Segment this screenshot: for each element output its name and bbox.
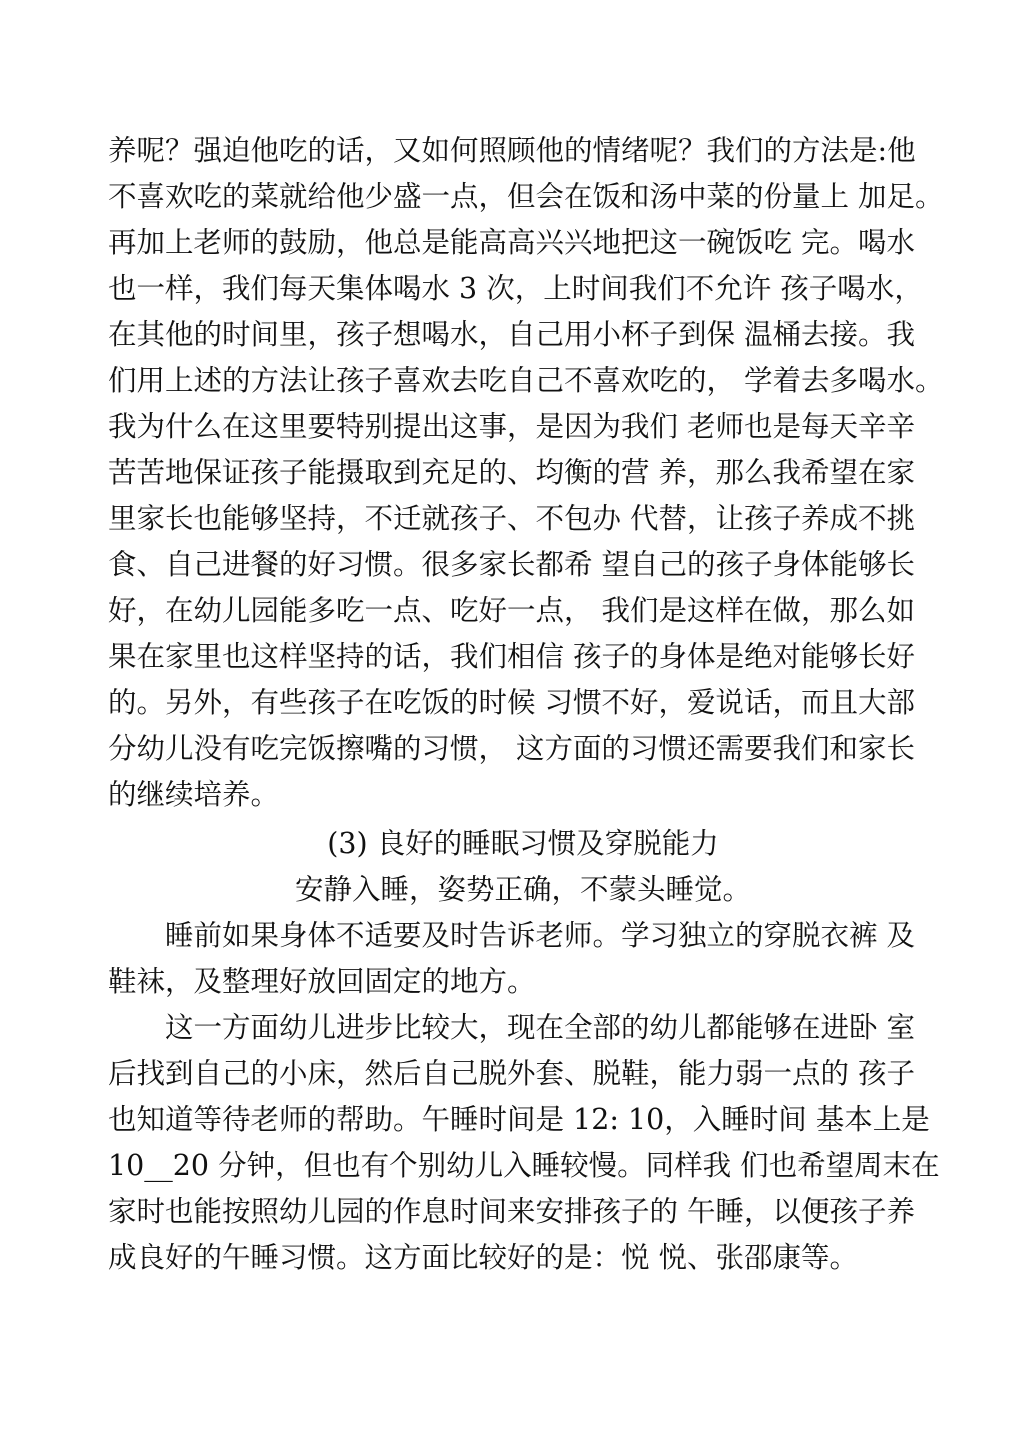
text-line: 后找到自己的小床，然后自己脱外套、脱鞋，能力弱一点的 孩子 xyxy=(108,1057,916,1090)
text-line: 苦苦地保证孩子能摄取到充足的、均衡的营 养，那么我希望在家 xyxy=(108,456,916,489)
text-line: 也知道等待老师的帮助。午睡时间是 12: 10，入睡时间 基本上是 xyxy=(108,1103,930,1136)
text-line: 不喜欢吃的菜就给他少盛一点，但会在饭和汤中菜的份量上 加足。 xyxy=(108,180,944,213)
text-line: 鞋袜，及整理好放回固定的地方。 xyxy=(108,965,536,998)
text-line: 果在家里也这样坚持的话，我们相信 孩子的身体是绝对能够长好 xyxy=(108,640,916,673)
section-subheading: 安静入睡，姿势正确，不蒙头睡觉。 xyxy=(294,873,751,906)
text-line: 家时也能按照幼儿园的作息时间来安排孩子的 午睡，以便孩子养 xyxy=(108,1195,916,1228)
document-body xyxy=(108,128,944,1281)
text-line: 们用上述的方法让孩子喜欢去吃自己不喜欢吃的， 学着去多喝水。 xyxy=(108,364,944,397)
text-line: 在其他的时间里，孩子想喝水，自己用小杯子到保 温桶去接。我 xyxy=(108,318,916,351)
text-line: 成良好的午睡习惯。这方面比较好的是：悦 悦、张邵康等。 xyxy=(108,1241,859,1274)
paragraph-eating-habits xyxy=(108,128,944,818)
text-line: 食、自己进餐的好习惯。很多家长都希 望自己的孩子身体能够长 xyxy=(108,548,916,581)
text-line: 的继续培养。 xyxy=(108,778,280,811)
section-heading: (3) 良好的睡眠习惯及穿脱能力 xyxy=(327,827,719,860)
text-line: 再加上老师的鼓励，他总是能高高兴兴地把这一碗饭吃 完。喝水 xyxy=(108,226,916,259)
text-line: 里家长也能够坚持，不迁就孩子、不包办 代替，让孩子养成不挑 xyxy=(108,502,916,535)
text-line: 的。另外，有些孩子在吃饭的时候 习惯不好，爱说话，而且大部 xyxy=(108,686,916,719)
paragraph-sleep-preparation xyxy=(108,913,938,1005)
text-line: 分幼儿没有吃完饭擦嘴的习惯， 这方面的习惯还需要我们和家长 xyxy=(108,732,916,765)
text-line: 睡前如果身体不适要及时告诉老师。学习独立的穿脱衣裤 及 xyxy=(165,919,916,952)
text-line: 这一方面幼儿进步比较大，现在全部的幼儿都能够在进卧 室 xyxy=(165,1011,916,1044)
text-line: 也一样，我们每天集体喝水 3 次，上时间我们不允许 孩子喝水， xyxy=(108,272,923,305)
text-line: 我为什么在这里要特别提出这事，是因为我们 老师也是每天辛辛 xyxy=(108,410,916,443)
text-line: 好，在幼儿园能多吃一点、吃好一点， 我们是这样在做，那么如 xyxy=(108,594,916,627)
text-line: 养呢？强迫他吃的话，又如何照顾他的情绪呢？我们的方法是:他 xyxy=(108,134,916,167)
text-line: 10__20 分钟，但也有个别幼儿入睡较慢。同样我 们也希望周末在 xyxy=(108,1149,940,1182)
paragraph-sleep-progress xyxy=(108,1005,938,1281)
